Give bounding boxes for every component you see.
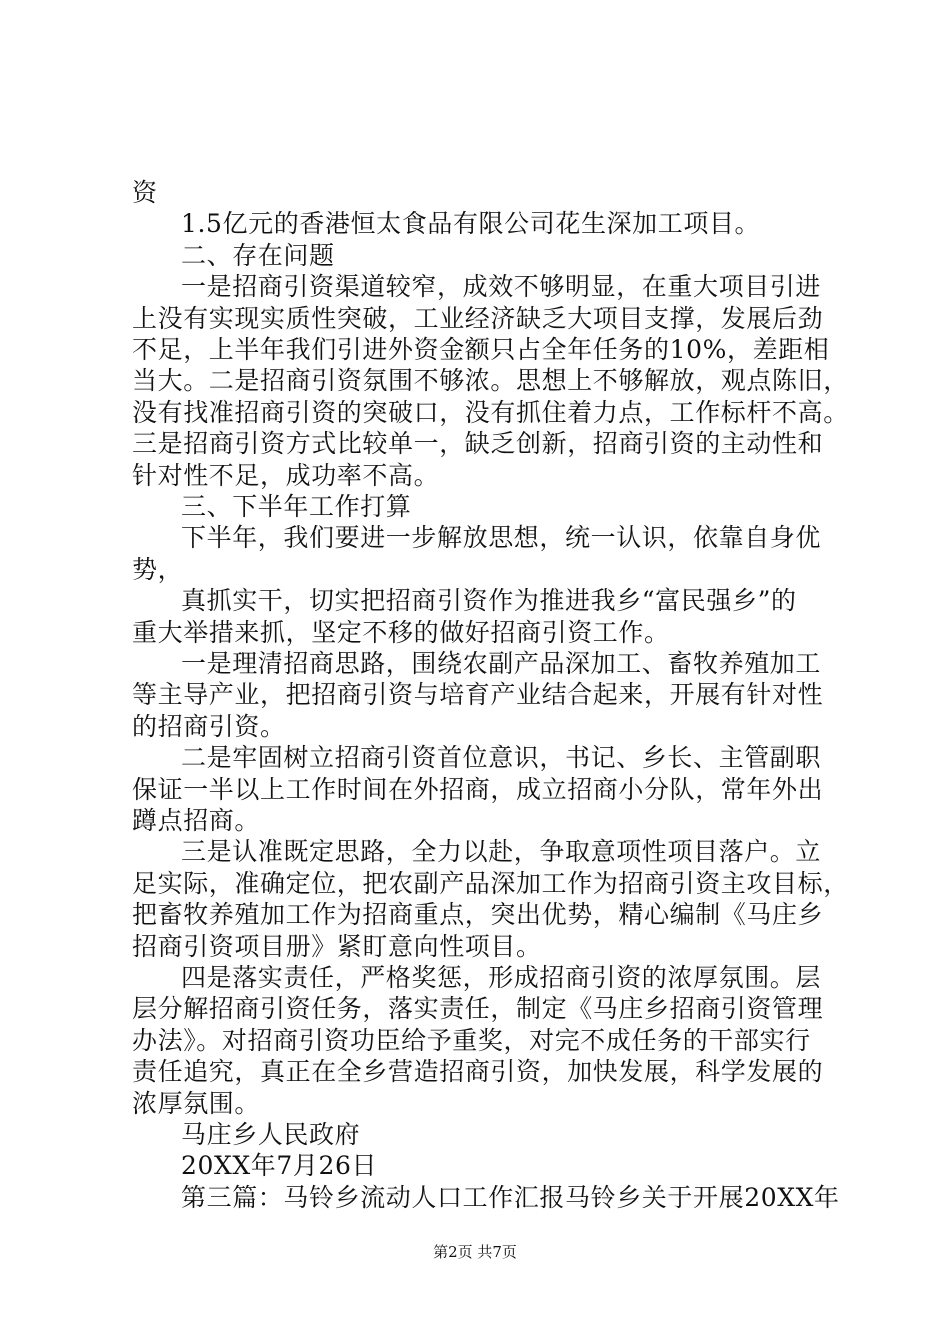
- text-line: 蹲点招商。: [132, 806, 261, 835]
- text-line: 把畜牧养殖加工作为招商重点，突出优势，精心编制《马庄乡: [132, 900, 824, 930]
- text-line: 四是落实责任，严格奖惩，形成招商引资的浓厚氛围。层: [181, 963, 822, 992]
- text-line: 一是招商引资渠道较窄，成效不够明显，在重大项目引进: [181, 272, 822, 302]
- text-line: 20XX年7月26日: [181, 1151, 378, 1181]
- page-footer: 第2页 共7页: [433, 1243, 517, 1261]
- text-line: 的招商引资。: [132, 711, 286, 741]
- text-line: 三、下半年工作打算: [181, 492, 412, 521]
- text-line: 三是认准既定思路，全力以赴，争取意项性项目落户。立: [181, 837, 822, 867]
- text-line: 办法》。对招商引资功臣给予重奖，对完不成任务的干部实行: [132, 1025, 811, 1055]
- text-line: 浓厚氛围。: [132, 1088, 261, 1118]
- text-line: 三是招商引资方式比较单一，缺乏创新，招商引资的主动性和: [132, 429, 824, 459]
- text-line: 上没有实现实质性突破，工业经济缺乏大项目支撑，发展后劲: [132, 303, 824, 333]
- text-line: 保证一半以上工作时间在外招商，成立招商小分队，常年外出: [132, 774, 824, 804]
- text-line: 势，: [132, 554, 184, 584]
- text-line: 针对性不足，成功率不高。: [132, 460, 440, 490]
- text-line: 重大举措来抓，坚定不移的做好招商引资工作。: [132, 617, 670, 647]
- text-line: 足实际，准确定位，把农副产品深加工作为招商引资主攻目标，: [132, 868, 849, 898]
- text-line: 马庄乡人民政府: [181, 1120, 361, 1149]
- text-line: 二是牢固树立招商引资首位意识，书记、乡长、主管副职: [181, 743, 822, 773]
- text-line: 真抓实干，切实把招商引资作为推进我乡“富民强乡”的: [181, 586, 797, 616]
- text-line: 第三篇：马铃乡流动人口工作汇报马铃乡关于开展20XX年: [181, 1182, 840, 1212]
- text-line: 一是理清招商思路，围绕农副产品深加工、畜牧养殖加工: [181, 649, 822, 678]
- text-line: 资: [132, 178, 158, 207]
- text-line: 当大。二是招商引资氛围不够浓。思想上不够解放，观点陈旧，: [132, 366, 849, 396]
- text-line: 责任追究，真正在全乡营造招商引资，加快发展，科学发展的: [132, 1057, 824, 1087]
- text-line: 层分解招商引资任务，落实责任，制定《马庄乡招商引资管理: [132, 994, 824, 1024]
- text-line: 1.5亿元的香港恒太食品有限公司花生深加工项目。: [181, 209, 761, 239]
- text-line: 招商引资项目册》紧盯意向性项目。: [132, 931, 542, 961]
- text-line: 下半年，我们要进一步解放思想，统一认识，依靠自身优: [181, 523, 822, 553]
- text-line: 二、存在问题: [181, 240, 335, 270]
- text-line: 等主导产业，把招商引资与培育产业结合起来，开展有针对性: [132, 680, 824, 710]
- text-line: 不足，上半年我们引进外资金额只占全年任务的10%，差距相: [132, 335, 830, 364]
- text-line: 没有找准招商引资的突破口，没有抓住着力点，工作标杆不高。: [132, 397, 849, 427]
